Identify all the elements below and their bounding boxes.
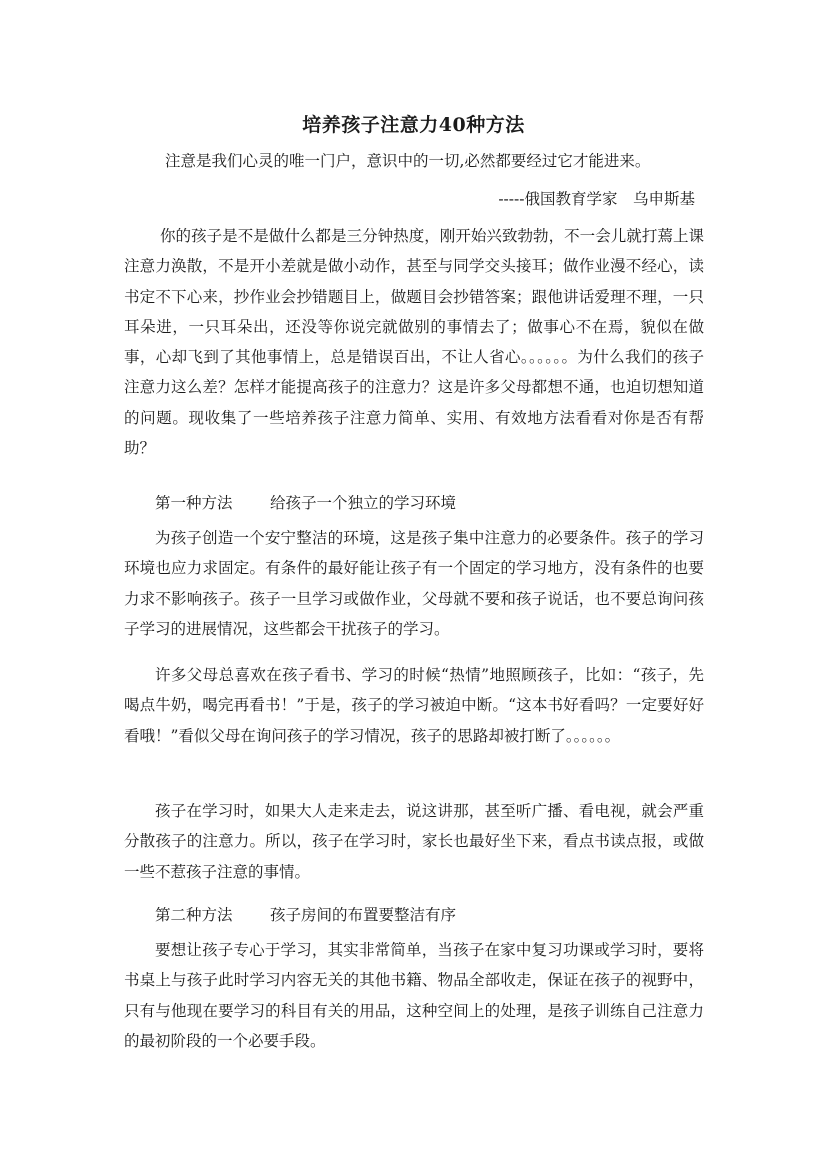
- intro-paragraph: 你的孩子是不是做什么都是三分钟热度，刚开始兴致勃勃，不一会儿就打蔫上课注意力涣散，不是开小差就是做小动作，甚至与同学交头接耳；做作业漫不经心，读书定不下心来，抄作业会抄错题目上，做题目会抄错答案；跟他讲话爱理不理，一只耳朵进，一只耳朵出，还没等你说完就做别的事情去了；做事心不在焉，貌似在做事，心却飞到了其他事情上，总是错误百出，不让人省心。。。。。。为什么我们的孩子注意力这么差？怎样才能提高孩子的注意力？这是许多父母都想不通，也迫切想知道的问题。现收集了一些培养孩子注意力简单、实用、有效地方法看看对你是否有帮助？: [124, 227, 704, 458]
- method-2-label: 第二种方法: [155, 906, 233, 924]
- method-1-paragraph-2: 许多父母总喜欢在孩子看书、学习的时候“热情”地照顾孩子，比如：“孩子，先喝点牛奶，喝完再看书！”于是，孩子的学习被迫中断。“这本书好看吗？一定要好好看哦！”看似父母在询问孩子的学习情况，孩子的思路却被打断了。。。。。。: [124, 666, 704, 745]
- method-1-paragraph-1: 为孩子创造一个安宁整洁的环境，这是孩子集中注意力的必要条件。孩子的学习环境也应力求固定。有条件的最好能让孩子有一个固定的学习地方，没有条件的也要力求不影响孩子。孩子一旦学习或做作业，父母就不要和孩子说话，也不要总询问孩子学习的进展情况，这些都会干扰孩子的学习。: [124, 529, 704, 638]
- method-1-label: 第一种方法: [155, 494, 233, 512]
- epigraph-attribution: -----俄国教育学家 乌申斯基: [498, 190, 695, 208]
- method-2-paragraph-1: 要想让孩子专心于学习，其实非常简单，当孩子在家中复习功课或学习时，要将书桌上与孩子此时学习内容无关的其他书籍、物品全部收走，保证在孩子的视野中，只有与他现在要学习的科目有关的用品，这种空间上的处理，是孩子训练自己注意力的最初阶段的一个必要手段。: [124, 941, 704, 1050]
- method-1-paragraph-3: 孩子在学习时，如果大人走来走去，说这讲那，甚至听广播、看电视，就会严重分散孩子的注意力。所以，孩子在学习时，家长也最好坐下来，看点书读点报，或做一些不惹孩子注意的事情。: [124, 802, 704, 881]
- epigraph-quote: 注意是我们心灵的唯一门户，意识中的一切,必然都要经过它才能进来。: [165, 152, 651, 170]
- method-1-heading: [155, 491, 456, 513]
- method-2-heading: [155, 903, 456, 925]
- method-1-title: 给孩子一个独立的学习环境: [270, 494, 457, 512]
- document-title: 培养孩子注意力40种方法: [302, 114, 525, 136]
- method-2-title: 孩子房间的布置要整洁有序: [270, 906, 457, 924]
